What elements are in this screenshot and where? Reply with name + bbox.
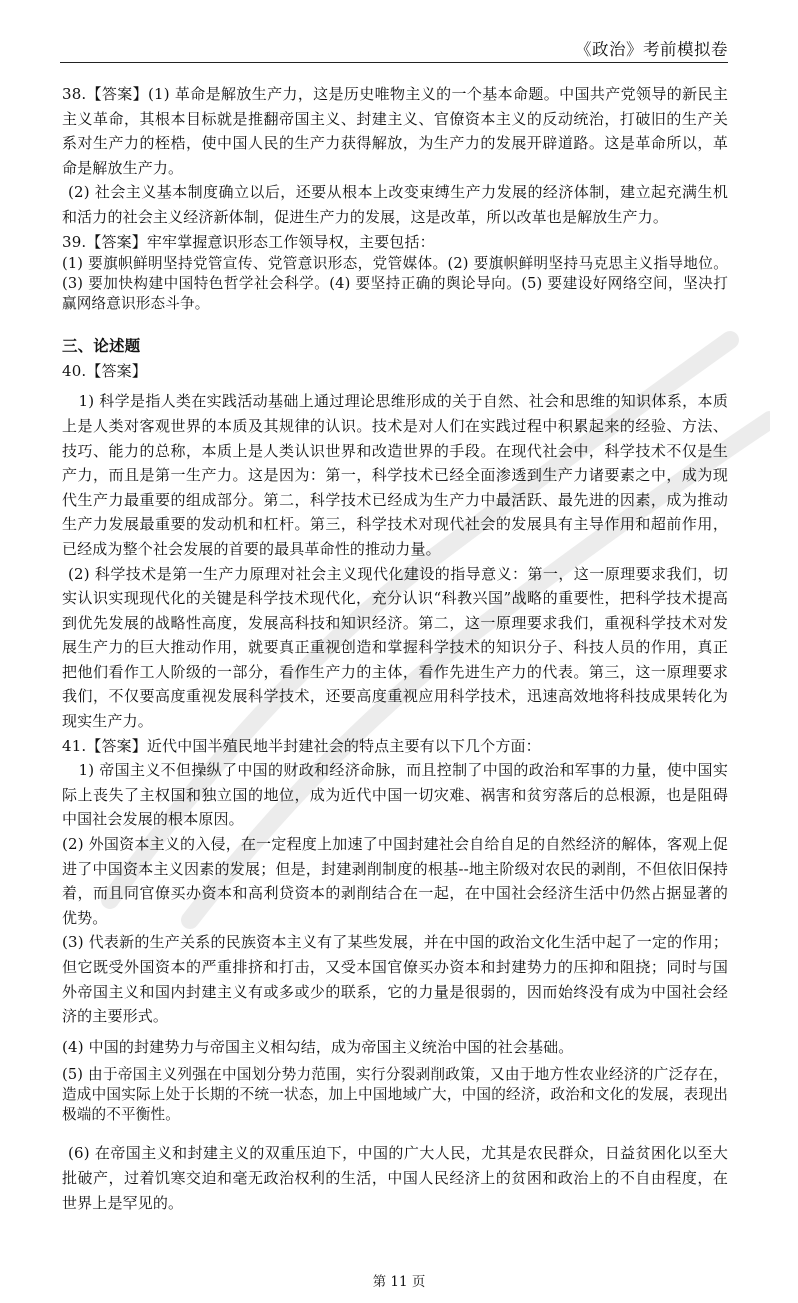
answer-content [62,82,728,1215]
q41-part3: (3) 代表新的生产关系的民族资本主义有了某些发展，并在中国的政治文化生活中起了一定的作用；但它既受外国资本的严重排挤和打击，又受本国官僚买办资本和封建势力的压抑和阻挠；同时与国外帝国主义和国内封建主义有或多或少的联系，它的力量是很弱的，因而始终没有成为中国社会经济的主要形式。 [62,933,728,1026]
q40-part1: 1) 科学是指人类在实践活动基础上通过理论思维形成的关于自然、社会和思维的知识体系，本质上是人类对客观世界的本质及其规律的认识。技术是对人们在实践过程中积累起来的经验、方法、技巧、能力的总称，本质上是人类认识世界和改造世界的手段。在现代社会中，科学技术不仅是生产力，而且是第一生产力。这是因为：第一，科学技术已经全面渗透到生产力诸要素之中，成为现代生产力最重要的组成部分。第二，科学技术已经成为生产力中最活跃、最先进的因素，成为推动生产力发展最重要的发动机和杠杆。第三，科学技术对现代社会的发展具有主导作用和超前作用，已经成为整个社会发展的首要的最具革命性的推动力量。 [62,392,728,558]
q40-intro: 40.【答案】 [62,361,147,380]
section-title-essay: 三、论述题 [62,337,141,356]
q39-intro: 39.【答案】牢牢掌握意识形态工作领导权，主要包括： [62,232,435,251]
page-number: 第 11 页 [372,1274,426,1290]
q41-part2: (2) 外国资本主义的入侵，在一定程度上加速了中国封建社会自给自足的自然经济的解体，客观上促进了中国资本主义因素的发展；但是，封建剥削制度的根基--地主阶级对农民的剥削，不但依旧保持着，而且同官僚买办资本和高利贷资本的剥削结合在一起，在中国社会经济生活中仍然占据显著的优势。 [62,835,728,927]
q41-intro: 41.【答案】近代中国半殖民地半封建社会的特点主要有以下几个方面： [62,736,541,755]
q38-part2: (2) 社会主义基本制度确立以后，还要从根本上改变束缚生产力发展的经济体制，建立起充满生机和活力的社会主义经济新体制，促进生产力的发展，这是改革，所以改革也是解放生产力。 [62,183,728,226]
q41-part4: (4) 中国的封建势力与帝国主义相勾结，成为帝国主义统治中国的社会基础。 [62,1037,574,1056]
header-title: 《政治》考前模拟卷 [575,40,728,59]
q41-part6: (6) 在帝国主义和封建主义的双重压迫下，中国的广大人民，尤其是农民群众，日益贫困化以至大批破产，过着饥寒交迫和毫无政治权利的生活，中国人民经济上的贫困和政治上的不自由程度，在世界上是罕见的。 [62,1144,728,1212]
q41-part1: 1) 帝国主义不但操纵了中国的财政和经济命脉，而且控制了中国的政治和军事的力量，使中国实际上丧失了主权国和独立国的地位，成为近代中国一切灾难、祸害和贫穷落后的总根源，也是阻碍中国社会发展的根本原因。 [62,761,728,829]
page-header [60,32,728,63]
q41-part5: (5) 由于帝国主义列强在中国划分势力范围，实行分裂剥削政策，又由于地方性农业经济的广泛存在，造成中国实际上处于长期的不统一状态，加上中国地域广大，中国的经济，政治和文化的发展，表现出极端的不平衡性。 [62,1066,728,1124]
q38-intro: 38.【答案】(1) 革命是解放生产力，这是历史唯物主义的一个基本命题。中国共产党领导的新民主主义革命，其根本目标就是推翻帝国主义、封建主义、官僚资本主义的反动统治，打破旧的生产关系对生产力的桎梏，使中国人民的生产力获得解放，为生产力的发展开辟道路。这是革命所以，革命是解放生产力。 [62,85,728,177]
q40-part2: (2) 科学技术是第一生产力原理对社会主义现代化建设的指导意义：第一，这一原理要求我们，切实认识实现现代化的关键是科学技术现代化，充分认识“科教兴国”战略的重要性，把科学技术提高到优先发展的战略性高度，发展高科技和知识经济。第二，这一原理要求我们，重视科学技术对发展生产力的巨大推动作用，就要真正重视创造和掌握科学技术的知识分子、科技人员的作用，真正把他们看作工人阶级的一部分，看作生产力的主体，看作先进生产力的代表。第三，这一原理要求我们，不仅要高度重视发展科学技术，还要高度重视应用科学技术，迅速高效地将科技成果转化为现实生产力。 [62,564,728,731]
q39-points: (1) 要旗帜鲜明坚持党管宣传、党管意识形态，党管媒体。(2) 要旗帜鲜明坚持马克思主义指导地位。(3) 要加快构建中国特色哲学社会科学。(4) 要坚持正确的舆论导向。(5) 要建设好网络空间，坚决打赢网络意识形态斗争。 [62,255,728,313]
